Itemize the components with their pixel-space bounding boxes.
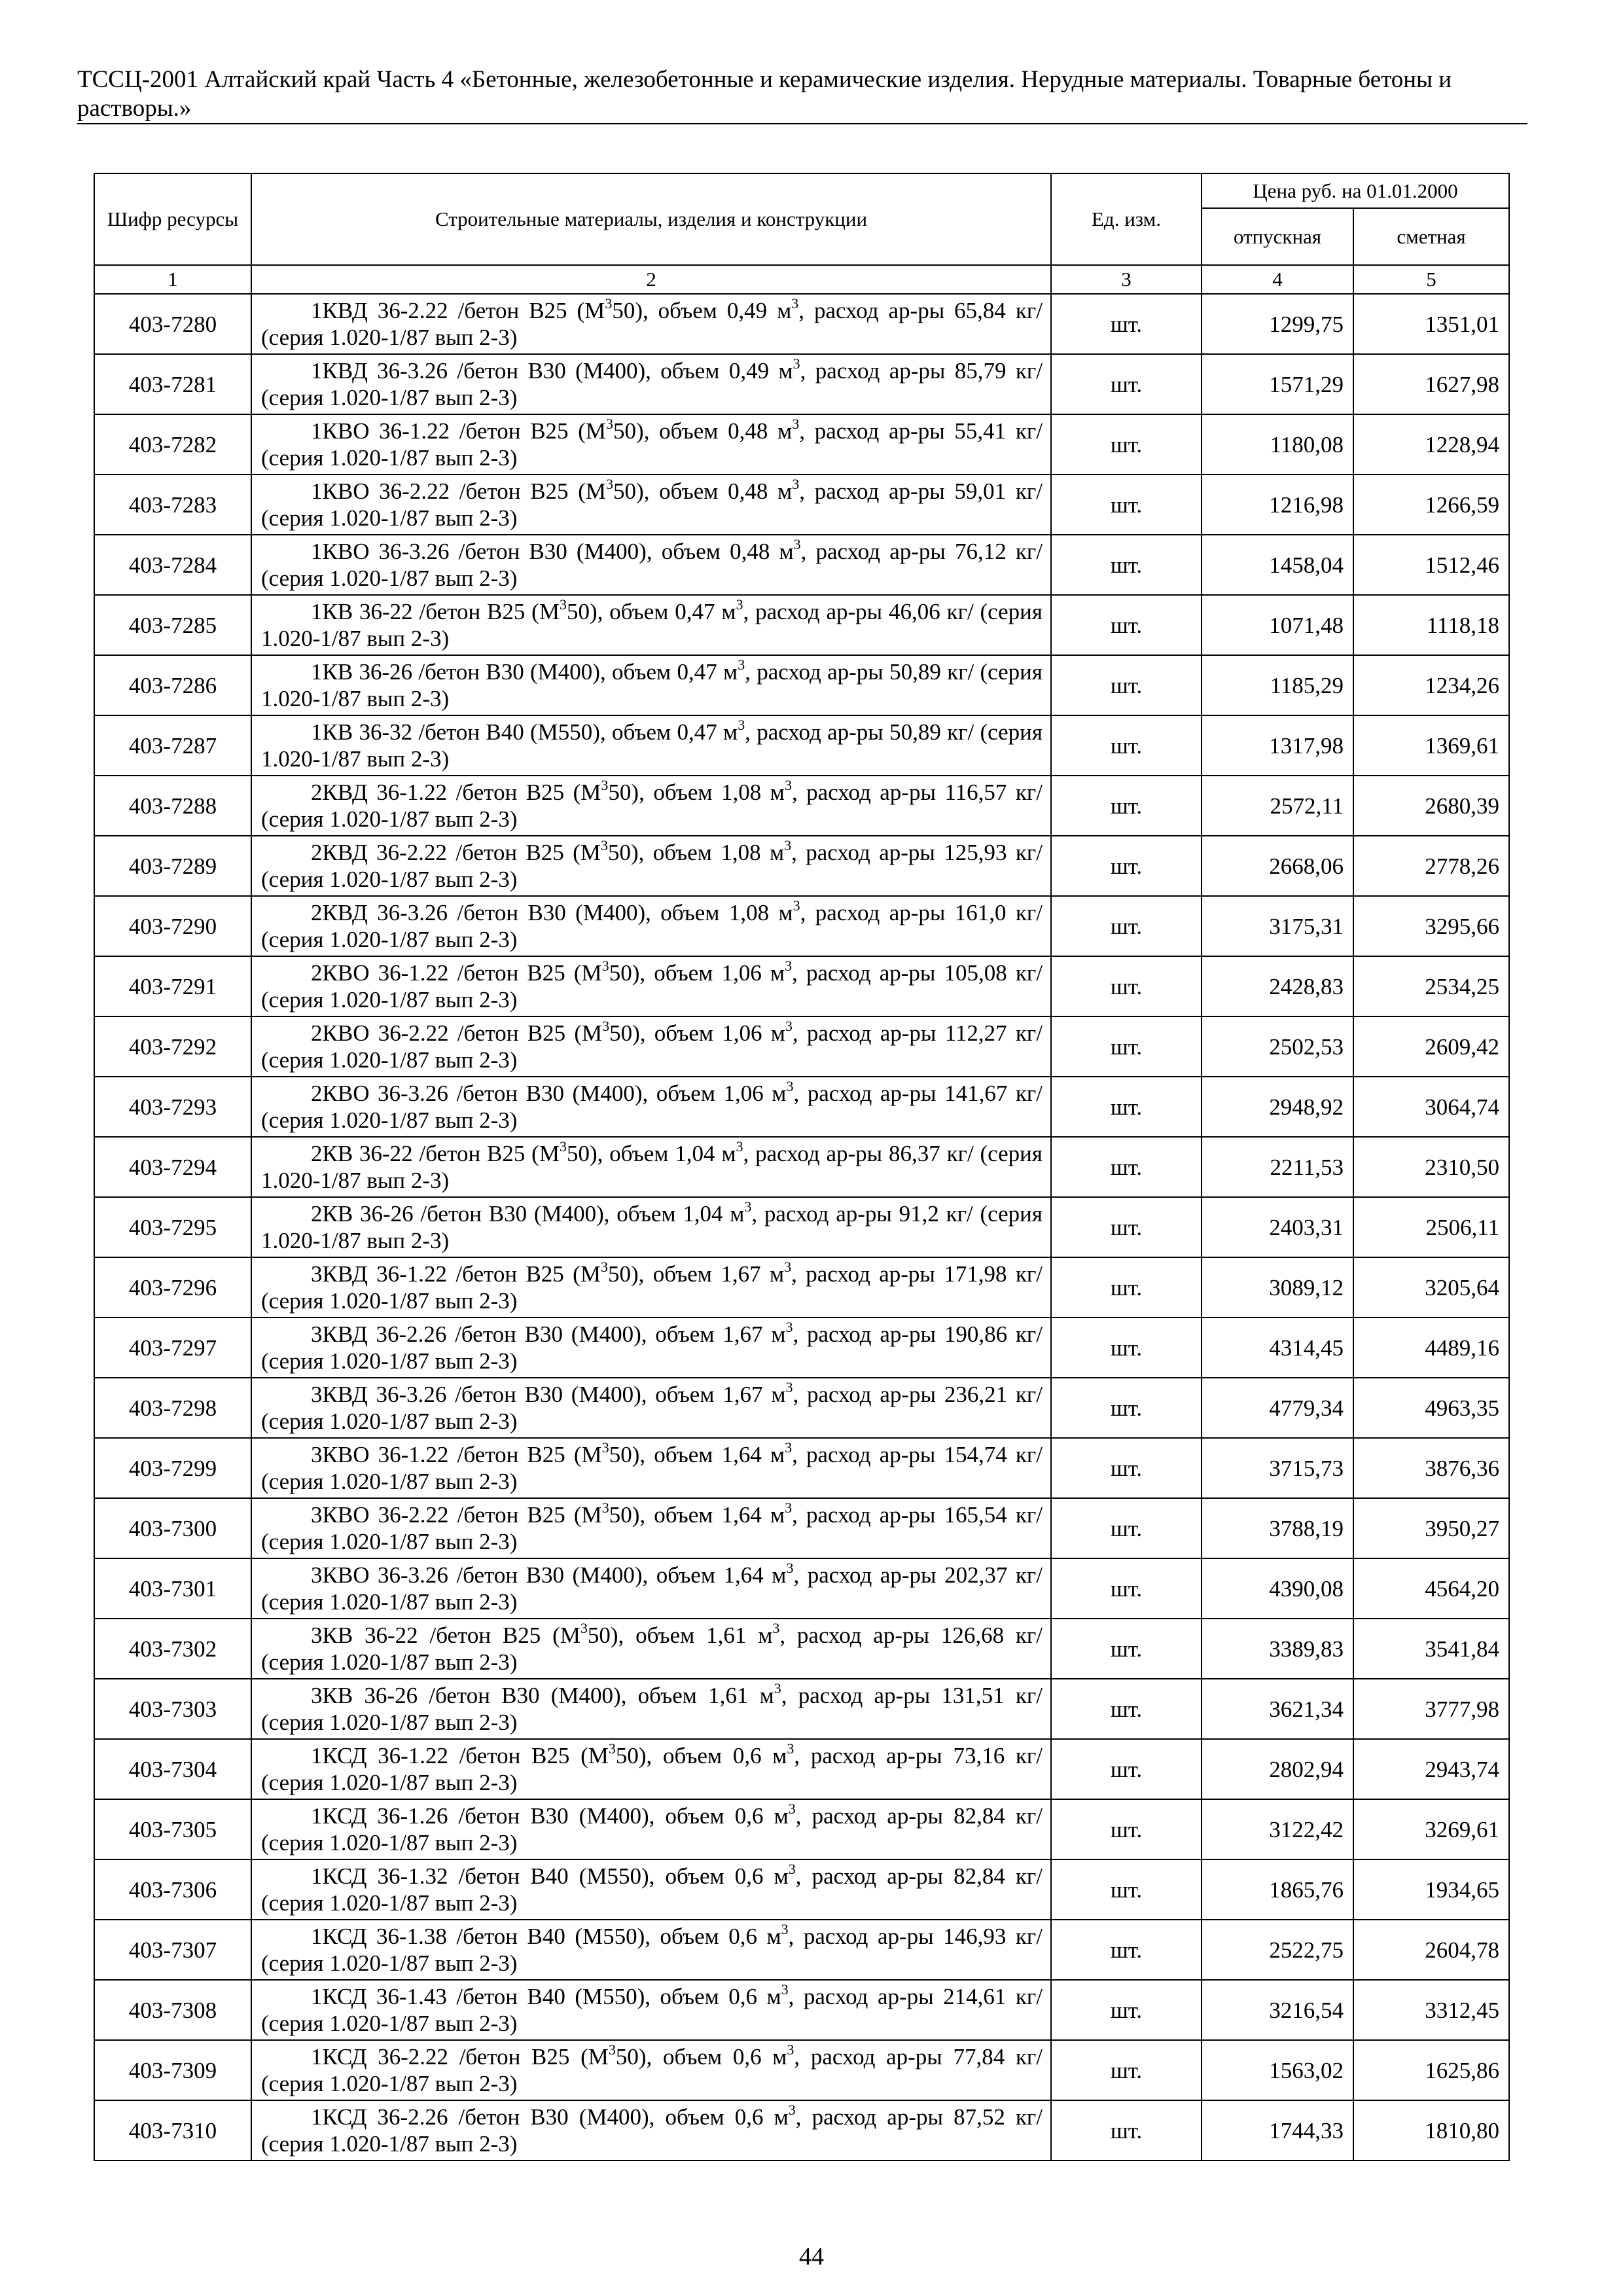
- superscript: 3: [792, 476, 800, 493]
- material-description: 1КСД 36-1.22 /бетон В25 $(М^350)$, объем 0,6 $м^3$, расход ар-ры 73,16 кг/ (серия 1.020-1/87 вып 2-3): [251, 1739, 1051, 1799]
- estimate-price: 3777,98: [1353, 1679, 1509, 1739]
- wholesale-price: 3389,83: [1202, 1619, 1353, 1679]
- header-wholesale: отпускная: [1202, 208, 1353, 265]
- superscript: 3: [785, 1379, 793, 1396]
- wholesale-price: 2522,75: [1202, 1920, 1353, 1980]
- material-description: 3КВД 36-2.26 /бетон В30 (М400), объем 1,67 $м^3$, расход ар-ры 190,86 кг/ (серия 1.020-1/87 вып 2-3): [251, 1318, 1051, 1378]
- resource-code: 403-7294: [94, 1137, 251, 1197]
- table-row: [94, 1137, 1509, 1197]
- unit: шт.: [1051, 1679, 1202, 1739]
- superscript: 3: [785, 1439, 793, 1456]
- unit: шт.: [1051, 535, 1202, 595]
- estimate-price: 1810,80: [1353, 2100, 1509, 2161]
- resource-code: 403-7286: [94, 655, 251, 715]
- wholesale-price: 2802,94: [1202, 1739, 1353, 1799]
- column-number: 3: [1051, 265, 1202, 294]
- superscript: 3: [772, 1620, 780, 1637]
- header-unit: Ед. изм.: [1051, 173, 1202, 265]
- wholesale-price: 1071,48: [1202, 595, 1353, 655]
- superscript: 3: [793, 897, 800, 914]
- table-row: [94, 956, 1509, 1016]
- wholesale-price: 1563,02: [1202, 2040, 1353, 2100]
- estimate-price: 1627,98: [1353, 354, 1509, 414]
- superscript: 3: [580, 1620, 588, 1637]
- resource-code: 403-7307: [94, 1920, 251, 1980]
- wholesale-price: 2572,11: [1202, 776, 1353, 836]
- wholesale-price: 3621,34: [1202, 1679, 1353, 1739]
- resource-code: 403-7290: [94, 896, 251, 956]
- superscript: 3: [559, 1138, 567, 1155]
- unit: шт.: [1051, 2100, 1202, 2161]
- unit: шт.: [1051, 776, 1202, 836]
- unit: шт.: [1051, 475, 1202, 535]
- material-description: 1КВО 36-2.22 /бетон В25 $(М^350)$, объем 0,48 $м^3$, расход ар-ры 59,01 кг/ (серия 1.020-1/87 вып 2-3): [251, 475, 1051, 535]
- estimate-price: 1266,59: [1353, 475, 1509, 535]
- wholesale-price: 1180,08: [1202, 414, 1353, 475]
- table-row: [94, 776, 1509, 836]
- estimate-price: 2506,11: [1353, 1197, 1509, 1257]
- wholesale-price: 1185,29: [1202, 655, 1353, 715]
- estimate-price: 2534,25: [1353, 956, 1509, 1016]
- estimate-price: 3064,74: [1353, 1077, 1509, 1137]
- resource-code: 403-7284: [94, 535, 251, 595]
- resource-code: 403-7309: [94, 2040, 251, 2100]
- resource-code: 403-7282: [94, 414, 251, 475]
- table-row: [94, 1679, 1509, 1739]
- material-description: 1КСД 36-1.26 /бетон В30 (М400), объем 0,6 $м^3$, расход ар-ры 82,84 кг/ (серия 1.020-1/87 вып 2-3): [251, 1799, 1051, 1859]
- table-row: [94, 715, 1509, 776]
- material-description: 1КВД 36-2.22 /бетон В25 $(М^350)$, объем 0,49 $м^3$, расход ар-ры 65,84 кг/ (серия 1.020-1/87 вып 2-3): [251, 294, 1051, 354]
- unit: шт.: [1051, 1739, 1202, 1799]
- wholesale-price: 1299,75: [1202, 294, 1353, 354]
- superscript: 3: [788, 1801, 796, 1818]
- estimate-price: 1625,86: [1353, 2040, 1509, 2100]
- superscript: 3: [787, 2041, 794, 2058]
- superscript: 3: [601, 958, 609, 975]
- table-row: [94, 1920, 1509, 1980]
- superscript: 3: [788, 1861, 796, 1878]
- wholesale-price: 4779,34: [1202, 1378, 1353, 1438]
- column-number: 2: [251, 265, 1051, 294]
- superscript: 3: [784, 1259, 792, 1276]
- estimate-price: 4564,20: [1353, 1558, 1509, 1619]
- table-row: [94, 535, 1509, 595]
- unit: шт.: [1051, 1197, 1202, 1257]
- estimate-price: 3541,84: [1353, 1619, 1509, 1679]
- material-description: 1КВ 36-26 /бетон В30 (М400), объем 0,47 $м^3$, расход ар-ры 50,89 кг/ (серия 1.020-1/87 вып 2-3): [251, 655, 1051, 715]
- superscript: 3: [784, 777, 792, 794]
- unit: шт.: [1051, 1137, 1202, 1197]
- material-description: 3КВО 36-2.22 /бетон В25 $(М^350)$, объем 1,64 $м^3$, расход ар-ры 165,54 кг/ (серия 1.020-1/87 вып 2-3): [251, 1498, 1051, 1558]
- material-description: 2КВД 36-3.26 /бетон В30 (М400), объем 1,08 $м^3$, расход ар-ры 161,0 кг/ (серия 1.020-1/87 вып 2-3): [251, 896, 1051, 956]
- superscript: 3: [606, 476, 614, 493]
- wholesale-price: 3216,54: [1202, 1980, 1353, 2040]
- table-row: [94, 595, 1509, 655]
- superscript: 3: [787, 1740, 794, 1757]
- table-row: [94, 1197, 1509, 1257]
- superscript: 3: [601, 1439, 609, 1456]
- superscript: 3: [606, 416, 614, 433]
- table-row: [94, 414, 1509, 475]
- estimate-price: 1369,61: [1353, 715, 1509, 776]
- estimate-price: 1118,18: [1353, 595, 1509, 655]
- resource-code: 403-7304: [94, 1739, 251, 1799]
- superscript: 3: [785, 1018, 793, 1035]
- resource-code: 403-7301: [94, 1558, 251, 1619]
- table-row: [94, 1016, 1509, 1077]
- table-row: [94, 1619, 1509, 1679]
- table-row: [94, 896, 1509, 956]
- table-row: [94, 1498, 1509, 1558]
- unit: шт.: [1051, 354, 1202, 414]
- material-description: 2КВО 36-1.22 /бетон В25 $(М^350)$, объем 1,06 $м^3$, расход ар-ры 105,08 кг/ (серия 1.020-1/87 вып 2-3): [251, 956, 1051, 1016]
- material-description: 2КВД 36-1.22 /бетон В25 $(М^350)$, объем 1,08 $м^3$, расход ар-ры 116,57 кг/ (серия 1.020-1/87 вып 2-3): [251, 776, 1051, 836]
- resource-code: 403-7300: [94, 1498, 251, 1558]
- table-row: [94, 655, 1509, 715]
- material-description: 2КВД 36-2.22 /бетон В25 $(М^350)$, объем 1,08 $м^3$, расход ар-ры 125,93 кг/ (серия 1.020-1/87 вып 2-3): [251, 836, 1051, 896]
- unit: шт.: [1051, 1980, 1202, 2040]
- resource-code: 403-7295: [94, 1197, 251, 1257]
- unit: шт.: [1051, 1859, 1202, 1920]
- resource-code: 403-7305: [94, 1799, 251, 1859]
- page-number: 44: [799, 2243, 824, 2270]
- superscript: 3: [738, 717, 745, 734]
- material-description: 2КВО 36-2.22 /бетон В25 $(М^350)$, объем 1,06 $м^3$, расход ар-ры 112,27 кг/ (серия 1.020-1/87 вып 2-3): [251, 1016, 1051, 1077]
- table-row: [94, 1077, 1509, 1137]
- superscript: 3: [736, 596, 743, 613]
- header-estimate: сметная: [1353, 208, 1509, 265]
- table-row: [94, 1799, 1509, 1859]
- unit: шт.: [1051, 836, 1202, 896]
- estimate-price: 3295,66: [1353, 896, 1509, 956]
- superscript: 3: [791, 295, 799, 312]
- wholesale-price: 2428,83: [1202, 956, 1353, 1016]
- material-description: 3КВ 36-26 /бетон В30 (М400), объем 1,61 $м^3$, расход ар-ры 131,51 кг/ (серия 1.020-1/87 вып 2-3): [251, 1679, 1051, 1739]
- superscript: 3: [601, 777, 609, 794]
- material-description: 1КСД 36-1.43 /бетон В40 (М550), объем 0,6 $м^3$, расход ар-ры 214,61 кг/ (серия 1.020-1/87 вып 2-3): [251, 1980, 1051, 2040]
- table-row: [94, 1378, 1509, 1438]
- estimate-price: 2680,39: [1353, 776, 1509, 836]
- material-description: 3КВ 36-22 /бетон В25 $(М^350)$, объем 1,61 $м^3$, расход ар-ры 126,68 кг/ (серия 1.020-1/87 вып 2-3): [251, 1619, 1051, 1679]
- wholesale-price: 1744,33: [1202, 2100, 1353, 2161]
- superscript: 3: [600, 837, 608, 854]
- resource-code: 403-7296: [94, 1257, 251, 1318]
- wholesale-price: 3788,19: [1202, 1498, 1353, 1558]
- material-description: 1КСД 36-1.32 /бетон В40 (М550), объем 0,6 $м^3$, расход ар-ры 82,84 кг/ (серия 1.020-1/87 вып 2-3): [251, 1859, 1051, 1920]
- wholesale-price: 2948,92: [1202, 1077, 1353, 1137]
- resource-code: 403-7292: [94, 1016, 251, 1077]
- superscript: 3: [602, 1018, 610, 1035]
- wholesale-price: 1865,76: [1202, 1859, 1353, 1920]
- superscript: 3: [786, 1078, 794, 1095]
- resource-code: 403-7293: [94, 1077, 251, 1137]
- column-number: 4: [1202, 265, 1353, 294]
- table-row: [94, 475, 1509, 535]
- wholesale-price: 2211,53: [1202, 1137, 1353, 1197]
- column-number: 5: [1353, 265, 1509, 294]
- table-row: [94, 1257, 1509, 1318]
- table-row: [94, 1438, 1509, 1498]
- estimate-price: 2778,26: [1353, 836, 1509, 896]
- resource-code: 403-7303: [94, 1679, 251, 1739]
- superscript: 3: [559, 596, 567, 613]
- unit: шт.: [1051, 1498, 1202, 1558]
- superscript: 3: [793, 536, 801, 553]
- material-description: 1КСД 36-2.22 /бетон В25 $(М^350)$, объем 0,6 $м^3$, расход ар-ры 77,84 кг/ (серия 1.020-1/87 вып 2-3): [251, 2040, 1051, 2100]
- superscript: 3: [601, 1499, 609, 1516]
- header-description: Строительные материалы, изделия и конструкции: [251, 173, 1051, 265]
- material-description: 1КСД 36-1.38 /бетон В40 (М550), объем 0,6 $м^3$, расход ар-ры 146,93 кг/ (серия 1.020-1/87 вып 2-3): [251, 1920, 1051, 1980]
- material-description: 3КВО 36-1.22 /бетон В25 $(М^350)$, объем 1,64 $м^3$, расход ар-ры 154,74 кг/ (серия 1.020-1/87 вып 2-3): [251, 1438, 1051, 1498]
- resource-code: 403-7302: [94, 1619, 251, 1679]
- estimate-price: 1234,26: [1353, 655, 1509, 715]
- superscript: 3: [736, 1138, 743, 1155]
- unit: шт.: [1051, 2040, 1202, 2100]
- table-body: [94, 294, 1509, 2161]
- unit: шт.: [1051, 1799, 1202, 1859]
- resource-code: 403-7308: [94, 1980, 251, 2040]
- resource-code: 403-7306: [94, 1859, 251, 1920]
- wholesale-price: 4390,08: [1202, 1558, 1353, 1619]
- material-description: 1КВО 36-3.26 /бетон В30 (М400), объем 0,48 $м^3$, расход ар-ры 76,12 кг/ (серия 1.020-1/87 вып 2-3): [251, 535, 1051, 595]
- estimate-price: 3950,27: [1353, 1498, 1509, 1558]
- wholesale-price: 1216,98: [1202, 475, 1353, 535]
- wholesale-price: 4314,45: [1202, 1318, 1353, 1378]
- estimate-price: 2609,42: [1353, 1016, 1509, 1077]
- estimate-price: 3269,61: [1353, 1799, 1509, 1859]
- table-row: [94, 354, 1509, 414]
- wholesale-price: 3122,42: [1202, 1799, 1353, 1859]
- material-description: 1КВД 36-3.26 /бетон В30 (М400), объем 0,49 $м^3$, расход ар-ры 85,79 кг/ (серия 1.020-1/87 вып 2-3): [251, 354, 1051, 414]
- unit: шт.: [1051, 1920, 1202, 1980]
- running-header: [77, 65, 1525, 123]
- resource-code: 403-7297: [94, 1318, 251, 1378]
- superscript: 3: [744, 1198, 752, 1215]
- estimate-price: 1228,94: [1353, 414, 1509, 475]
- superscript: 3: [781, 1981, 789, 1998]
- unit: шт.: [1051, 1619, 1202, 1679]
- table-row: [94, 2100, 1509, 2161]
- table-row: [94, 1980, 1509, 2040]
- wholesale-price: 2403,31: [1202, 1197, 1353, 1257]
- table-row: [94, 294, 1509, 354]
- unit: шт.: [1051, 414, 1202, 475]
- unit: шт.: [1051, 1438, 1202, 1498]
- wholesale-price: 2502,53: [1202, 1016, 1353, 1077]
- wholesale-price: 1571,29: [1202, 354, 1353, 414]
- table-row: [94, 1739, 1509, 1799]
- header-code: Шифр ресурсы: [94, 173, 251, 265]
- estimate-price: 3312,45: [1353, 1980, 1509, 2040]
- unit: шт.: [1051, 1077, 1202, 1137]
- material-description: 1КСД 36-2.26 /бетон В30 (М400), объем 0,6 $м^3$, расход ар-ры 87,52 кг/ (серия 1.020-1/87 вып 2-3): [251, 2100, 1051, 2161]
- resource-code: 403-7288: [94, 776, 251, 836]
- superscript: 3: [600, 1259, 608, 1276]
- estimate-price: 1351,01: [1353, 294, 1509, 354]
- unit: шт.: [1051, 1016, 1202, 1077]
- estimate-price: 3876,36: [1353, 1438, 1509, 1498]
- wholesale-price: 3089,12: [1202, 1257, 1353, 1318]
- superscript: 3: [785, 1319, 793, 1336]
- superscript: 3: [608, 1740, 616, 1757]
- superscript: 3: [738, 656, 745, 673]
- superscript: 3: [781, 1921, 789, 1938]
- resource-code: 403-7298: [94, 1378, 251, 1438]
- material-description: 3КВО 36-3.26 /бетон В30 (М400), объем 1,64 $м^3$, расход ар-ры 202,37 кг/ (серия 1.020-1/87 вып 2-3): [251, 1558, 1051, 1619]
- resource-code: 403-7289: [94, 836, 251, 896]
- resource-code: 403-7299: [94, 1438, 251, 1498]
- material-description: 1КВО 36-1.22 /бетон В25 $(М^350)$, объем 0,48 $м^3$, расход ар-ры 55,41 кг/ (серия 1.020-1/87 вып 2-3): [251, 414, 1051, 475]
- estimate-price: 3205,64: [1353, 1257, 1509, 1318]
- material-description: 3КВД 36-1.22 /бетон В25 $(М^350)$, объем 1,67 $м^3$, расход ар-ры 171,98 кг/ (серия 1.020-1/87 вып 2-3): [251, 1257, 1051, 1318]
- estimate-price: 1934,65: [1353, 1859, 1509, 1920]
- unit: шт.: [1051, 1378, 1202, 1438]
- price-table: [94, 173, 1510, 2161]
- material-description: 1КВ 36-32 /бетон В40 (М550), объем 0,47 $м^3$, расход ар-ры 50,89 кг/ (серия 1.020-1/87 вып 2-3): [251, 715, 1051, 776]
- wholesale-price: 3175,31: [1202, 896, 1353, 956]
- superscript: 3: [793, 355, 800, 372]
- resource-code: 403-7287: [94, 715, 251, 776]
- wholesale-price: 2668,06: [1202, 836, 1353, 896]
- superscript: 3: [608, 2041, 616, 2058]
- superscript: 3: [774, 1680, 781, 1697]
- resource-code: 403-7283: [94, 475, 251, 535]
- table-row: [94, 1318, 1509, 1378]
- header-line-1: ТССЦ-2001 Алтайский край Часть 4 «Бетонные, железобетонные и керамические изделия. Нерудные материалы. Товарные бетоны и: [77, 66, 1452, 93]
- estimate-price: 2310,50: [1353, 1137, 1509, 1197]
- superscript: 3: [786, 1560, 794, 1577]
- material-description: 2КВО 36-3.26 /бетон В30 (М400), объем 1,06 $м^3$, расход ар-ры 141,67 кг/ (серия 1.020-1/87 вып 2-3): [251, 1077, 1051, 1137]
- estimate-price: 4963,35: [1353, 1378, 1509, 1438]
- resource-code: 403-7291: [94, 956, 251, 1016]
- estimate-price: 2604,78: [1353, 1920, 1509, 1980]
- table-row: [94, 1558, 1509, 1619]
- unit: шт.: [1051, 1558, 1202, 1619]
- superscript: 3: [784, 837, 792, 854]
- material-description: 3КВД 36-3.26 /бетон В30 (М400), объем 1,67 $м^3$, расход ар-ры 236,21 кг/ (серия 1.020-1/87 вып 2-3): [251, 1378, 1051, 1438]
- unit: шт.: [1051, 1318, 1202, 1378]
- unit: шт.: [1051, 1257, 1202, 1318]
- table-row: [94, 1859, 1509, 1920]
- column-number: 1: [94, 265, 251, 294]
- resource-code: 403-7310: [94, 2100, 251, 2161]
- resource-code: 403-7285: [94, 595, 251, 655]
- unit: шт.: [1051, 595, 1202, 655]
- material-description: 1КВ 36-22 /бетон В25 $(М^350)$, объем 0,47 $м^3$, расход ар-ры 46,06 кг/ (серия 1.020-1/87 вып 2-3): [251, 595, 1051, 655]
- table-row: [94, 836, 1509, 896]
- superscript: 3: [785, 1499, 793, 1516]
- estimate-price: 2943,74: [1353, 1739, 1509, 1799]
- estimate-price: 1512,46: [1353, 535, 1509, 595]
- header-rule: [77, 123, 1527, 124]
- superscript: 3: [792, 416, 800, 433]
- unit: шт.: [1051, 715, 1202, 776]
- material-description: 2КВ 36-26 /бетон В30 (М400), объем 1,04 $м^3$, расход ар-ры 91,2 кг/ (серия 1.020-1/87 вып 2-3): [251, 1197, 1051, 1257]
- wholesale-price: 1458,04: [1202, 535, 1353, 595]
- wholesale-price: 3715,73: [1202, 1438, 1353, 1498]
- resource-code: 403-7280: [94, 294, 251, 354]
- header-price: Цена руб. на 01.01.2000: [1202, 173, 1509, 208]
- superscript: 3: [788, 2102, 796, 2119]
- unit: шт.: [1051, 896, 1202, 956]
- unit: шт.: [1051, 956, 1202, 1016]
- wholesale-price: 1317,98: [1202, 715, 1353, 776]
- resource-code: 403-7281: [94, 354, 251, 414]
- superscript: 3: [605, 295, 613, 312]
- unit: шт.: [1051, 655, 1202, 715]
- superscript: 3: [785, 958, 793, 975]
- unit: шт.: [1051, 294, 1202, 354]
- header-line-2: растворы.»: [77, 95, 192, 122]
- estimate-price: 4489,16: [1353, 1318, 1509, 1378]
- material-description: 2КВ 36-22 /бетон В25 $(М^350)$, объем 1,04 $м^3$, расход ар-ры 86,37 кг/ (серия 1.020-1/87 вып 2-3): [251, 1137, 1051, 1197]
- table-row: [94, 2040, 1509, 2100]
